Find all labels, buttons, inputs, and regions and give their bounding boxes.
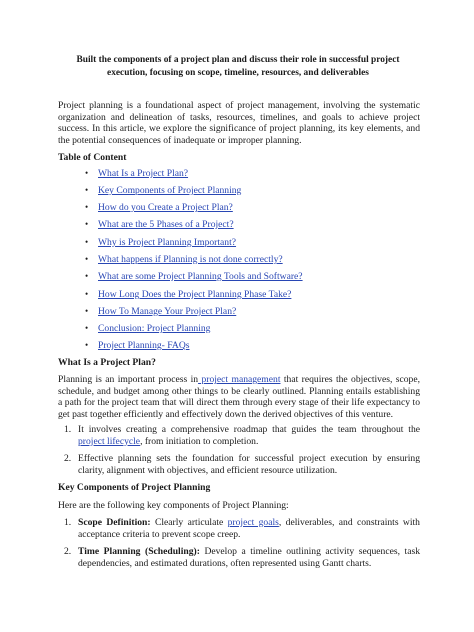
item-text: Effective planning sets the foundation for successful project execution by ensuring clarity, alignment with objectives, and efficient resource utilization. [78, 453, 420, 476]
toc-link[interactable]: What happens if Planning is not done correctly? [98, 254, 283, 265]
item-text: It involves creating a comprehensive roadmap that guides the team throughout the [78, 424, 420, 435]
toc-link[interactable]: How Long Does the Project Planning Phase Take? [98, 289, 292, 300]
bullet-icon: • [85, 202, 89, 212]
toc-link[interactable]: Project Planning- FAQs [98, 340, 190, 351]
toc-item[interactable] [85, 271, 303, 283]
toc-link[interactable]: Why is Project Planning Important? [98, 237, 237, 248]
numbered-item [64, 546, 420, 569]
item-text: , from initiation to completion. [140, 435, 259, 447]
bullet-icon: • [85, 185, 89, 195]
bullet-icon: • [85, 340, 89, 350]
toc-link[interactable]: How To Manage Your Project Plan? [98, 306, 237, 317]
toc-link[interactable]: What are some Project Planning Tools and Software? [98, 271, 303, 282]
bullet-icon: • [85, 237, 89, 247]
toc-item[interactable] [85, 185, 242, 197]
numbered-item [64, 424, 420, 447]
project-management-link[interactable]: project management [198, 374, 281, 385]
bullet-icon: • [85, 254, 89, 264]
bullet-icon: • [85, 323, 89, 333]
toc-item[interactable] [85, 202, 233, 214]
toc-item[interactable] [85, 289, 292, 301]
toc-link[interactable]: What Is a Project Plan? [98, 168, 189, 179]
item-number: 2. [64, 453, 72, 464]
toc-item[interactable] [85, 323, 211, 335]
item-term: Time Planning (Scheduling): [78, 546, 200, 557]
toc-link[interactable]: Key Components of Project Planning [98, 185, 242, 196]
paragraph-text: Planning is an important process in [58, 374, 199, 385]
toc-item[interactable] [85, 219, 234, 231]
toc-link[interactable]: How do you Create a Project Plan? [98, 202, 233, 213]
project-lifecycle-link[interactable]: project lifecycle [78, 435, 141, 447]
toc-item[interactable] [85, 237, 237, 249]
bullet-icon: • [85, 289, 89, 299]
bullet-icon: • [85, 271, 89, 281]
item-text: Clearly articulate [150, 517, 228, 528]
project-goals-link[interactable]: project goals [227, 517, 279, 528]
toc-heading: Table of Content [58, 152, 127, 163]
toc-item[interactable] [85, 340, 190, 352]
item-text: Develop a timeline outlining activity sequences, task dependencies, and estimated durations, often represented using Gantt charts. [78, 546, 420, 569]
section-heading: Key Components of Project Planning [58, 482, 211, 493]
numbered-item [64, 453, 420, 476]
item-term: Scope Definition: [78, 517, 151, 528]
bullet-icon: • [85, 168, 89, 178]
toc-item[interactable] [85, 306, 237, 318]
toc-item[interactable] [85, 254, 283, 266]
toc-link[interactable]: What are the 5 Phases of a Project? [98, 219, 234, 230]
paragraph-text: that requires the objectives, scope, schedule, and budget among other things to be clearly outlined. Planning entails establishing a path for the project team that will direct them through every stage of their life expectancy to get past together efficiently and effectively down the derived objectives of this venture. [58, 374, 420, 420]
section-intro: Here are the following key components of Project Planning: [58, 500, 289, 511]
numbered-item [64, 517, 420, 540]
item-number: 1. [64, 517, 72, 528]
section-paragraph [58, 374, 420, 420]
item-number: 1. [64, 424, 72, 435]
intro-paragraph: Project planning is a foundational aspect of project management, involving the systematic organization and delineation of tasks, resources, timelines, and goals to achieve project success. In this article, we explore the significance of project planning, its key elements, and the potential consequences of inadequate or improper planning. [58, 100, 420, 146]
section-heading: What Is a Project Plan? [58, 357, 156, 368]
item-text: , deliverables, and constraints with acceptance criteria to prevent scope creep. [78, 517, 420, 540]
bullet-icon: • [85, 219, 89, 229]
document-title: Built the components of a project plan and discuss their role in successful project execution, focusing on scope, timeline, resources, and deliverables [76, 55, 400, 78]
toc-link[interactable]: Conclusion: Project Planning [98, 323, 211, 334]
bullet-icon: • [85, 306, 89, 316]
item-number: 2. [64, 546, 72, 557]
toc-item[interactable] [85, 168, 189, 180]
